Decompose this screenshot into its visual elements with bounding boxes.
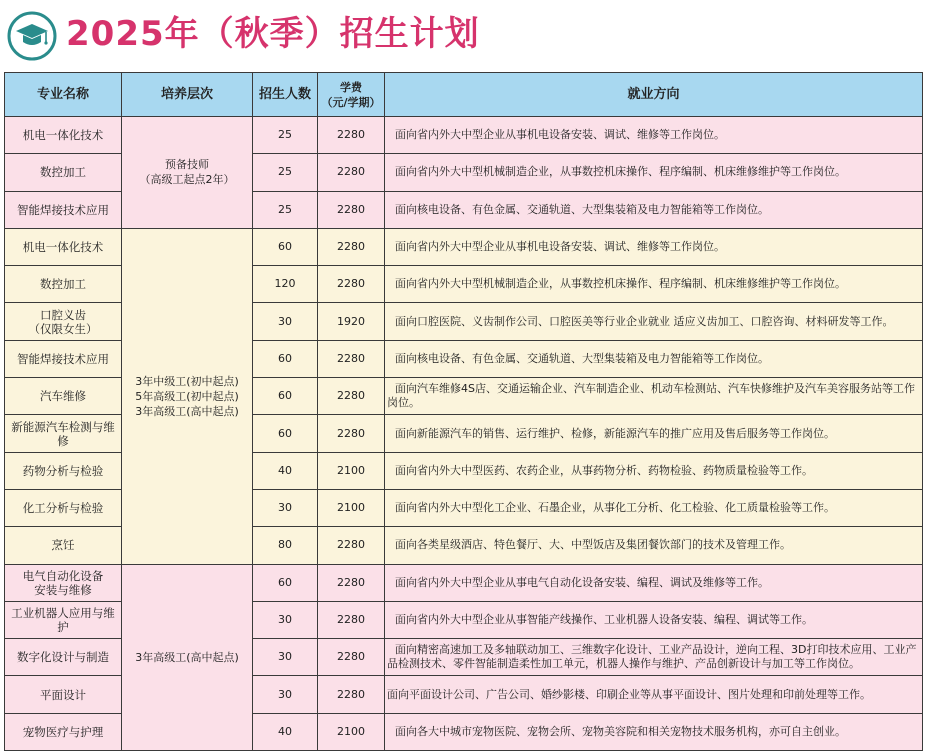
major-name-line: 数控加工 xyxy=(40,277,86,292)
training-level-cell xyxy=(122,117,253,229)
fee-cell: 2280 xyxy=(318,340,385,377)
career-direction-line: 面向精密高速加工及多轴联动加工、三维数字化设计、工业产品设计，逆向工程、3D打印技术应用、工业产 xyxy=(395,643,917,657)
enrollment-cell: 25 xyxy=(253,191,318,228)
training-level-line: 3年高级工(高中起点) xyxy=(135,650,239,664)
career-direction-line: 面向各大中城市宠物医院、宠物会所、宠物美容院和相关宠物技术服务机构，亦可自主创业。 xyxy=(395,724,846,738)
fee-cell: 2280 xyxy=(318,191,385,228)
training-level-cell xyxy=(122,564,253,750)
enrollment-cell: 60 xyxy=(253,340,318,377)
major-cell xyxy=(5,564,122,601)
major-cell xyxy=(5,117,122,154)
major-name-line: 工业机器人应用与维护 xyxy=(11,606,115,634)
major-cell xyxy=(5,303,122,340)
major-name-line: 平面设计 xyxy=(40,687,86,702)
fee-cell: 2280 xyxy=(318,564,385,601)
fee-cell: 2100 xyxy=(318,452,385,489)
career-direction-cell xyxy=(385,527,923,564)
fee-cell: 2280 xyxy=(318,639,385,676)
major-name-line: 宠物医疗与护理 xyxy=(22,724,104,739)
column-header-career: 就业方向 xyxy=(385,73,923,117)
career-direction-line: 品检测技术、零件智能制造柔性加工单元，机器人操作与维护、产品创新设计与加工等工作岗位。 xyxy=(387,657,860,671)
major-cell xyxy=(5,676,122,713)
major-name-line: 化工分析与检验 xyxy=(22,501,104,516)
fee-cell: 1920 xyxy=(318,303,385,340)
table-row xyxy=(5,228,923,265)
enrollment-cell: 25 xyxy=(253,117,318,154)
fee-cell: 2280 xyxy=(318,676,385,713)
career-direction-line: 面向省内外大中型企业从事机电设备安装、调试、维修等工作岗位。 xyxy=(395,240,725,254)
enrollment-cell: 60 xyxy=(253,415,318,452)
major-name-line: 汽车维修 xyxy=(40,389,86,404)
major-name-line: 智能焊接技术应用 xyxy=(17,351,109,366)
column-header-enrollment: 招生人数 xyxy=(253,73,318,117)
fee-cell: 2280 xyxy=(318,415,385,452)
page-header xyxy=(0,0,926,68)
enrollment-cell: 40 xyxy=(253,452,318,489)
career-direction-line: 面向省内外大中型机械制造企业，从事数控机床操作、程序编制、机床维修维护等工作岗位。 xyxy=(395,165,846,179)
career-direction-cell xyxy=(385,601,923,638)
fee-cell: 2280 xyxy=(318,228,385,265)
career-direction-cell xyxy=(385,564,923,601)
major-cell xyxy=(5,489,122,526)
major-cell xyxy=(5,228,122,265)
career-direction-cell xyxy=(385,489,923,526)
enrollment-cell: 60 xyxy=(253,378,318,415)
career-direction-cell xyxy=(385,266,923,303)
major-name-line: 电气自动化设备 xyxy=(22,568,104,583)
fee-header-line1: 学费 xyxy=(340,80,362,94)
career-direction-line: 面向核电设备、有色金属、交通轨道、大型集装箱及电力智能箱等工作岗位。 xyxy=(395,202,769,216)
career-direction-cell xyxy=(385,117,923,154)
career-direction-line: 面向省内外大中型化工企业、石墨企业，从事化工分析、化工检验、化工质量检验等工作。 xyxy=(395,501,835,515)
fee-cell: 2280 xyxy=(318,601,385,638)
major-name-line: 药物分析与检验 xyxy=(22,463,104,478)
career-direction-cell xyxy=(385,191,923,228)
training-level-line: 3年中级工(初中起点) xyxy=(135,374,239,388)
career-direction-line: 面向省内外大中型机械制造企业，从事数控机床操作、程序编制、机床维修维护等工作岗位。 xyxy=(395,277,846,291)
major-cell xyxy=(5,191,122,228)
career-direction-cell xyxy=(385,639,923,676)
major-name-line: 新能源汽车检测与维修 xyxy=(11,419,115,448)
major-cell xyxy=(5,266,122,303)
table-row xyxy=(5,117,923,154)
enrollment-cell: 40 xyxy=(253,713,318,750)
enrollment-cell: 30 xyxy=(253,676,318,713)
career-direction-line: 面向核电设备、有色金属、交通轨道、大型集装箱及电力智能箱等工作岗位。 xyxy=(395,351,769,365)
enrollment-cell: 30 xyxy=(253,303,318,340)
graduation-cap-icon xyxy=(6,10,58,62)
column-header-fee xyxy=(318,73,385,117)
fee-header-line2: （元/学期） xyxy=(321,95,381,109)
career-direction-cell xyxy=(385,228,923,265)
major-name-line: 烹饪 xyxy=(51,538,75,553)
career-direction-cell xyxy=(385,340,923,377)
training-level-cell xyxy=(122,228,253,564)
training-level-line: 3年高级工(高中起点) xyxy=(135,404,239,418)
career-direction-line: 面向平面设计公司、广告公司、婚纱影楼、印刷企业等从事平面设计、图片处理和印前处理等工作。 xyxy=(387,687,871,701)
major-name-line: 机电一体化技术 xyxy=(22,240,104,255)
column-header-major: 专业名称 xyxy=(5,73,122,117)
major-name-line: （仅限女生） xyxy=(28,321,98,336)
major-name-line: 数字化设计与制造 xyxy=(17,650,109,665)
enrollment-cell: 30 xyxy=(253,601,318,638)
enrollment-cell: 30 xyxy=(253,489,318,526)
enrollment-cell: 60 xyxy=(253,228,318,265)
table-header-row xyxy=(5,73,923,117)
career-direction-line: 面向省内外大中型企业从事智能产线操作、工业机器人设备安装、编程、调试等工作。 xyxy=(395,613,813,626)
major-cell xyxy=(5,415,122,452)
major-cell xyxy=(5,154,122,191)
career-direction-line: 面向省内外大中型医药、农药企业，从事药物分析、药物检验、药物质量检验等工作。 xyxy=(395,463,813,477)
fee-cell: 2100 xyxy=(318,713,385,750)
career-direction-cell xyxy=(385,154,923,191)
fee-cell: 2280 xyxy=(318,266,385,303)
training-level-line: 预备技师 xyxy=(165,158,209,172)
enrollment-cell: 80 xyxy=(253,527,318,564)
career-direction-line: 面向省内外大中型企业从事电气自动化设备安装、编程、调试及维修等工作。 xyxy=(395,575,769,589)
major-name-line: 机电一体化技术 xyxy=(22,128,104,143)
major-cell xyxy=(5,340,122,377)
enrollment-cell: 25 xyxy=(253,154,318,191)
major-cell xyxy=(5,601,122,638)
enrollment-table xyxy=(4,72,923,751)
career-direction-cell xyxy=(385,676,923,713)
career-direction-line: 岗位。 xyxy=(387,396,420,410)
page-title: 2025年（秋季）招生计划 xyxy=(66,14,480,54)
training-level-line: 5年高级工(初中起点) xyxy=(135,389,239,403)
major-name-line: 数控加工 xyxy=(40,165,86,180)
table-row xyxy=(5,564,923,601)
fee-cell: 2280 xyxy=(318,154,385,191)
fee-cell: 2280 xyxy=(318,527,385,564)
table-body xyxy=(5,117,923,751)
career-direction-line: 面向新能源汽车的销售、运行维护、检修，新能源汽车的推广应用及售后服务等工作岗位。 xyxy=(395,426,835,440)
major-cell xyxy=(5,452,122,489)
major-cell xyxy=(5,713,122,750)
fee-cell: 2280 xyxy=(318,117,385,154)
fee-cell: 2100 xyxy=(318,489,385,526)
career-direction-cell xyxy=(385,303,923,340)
enrollment-cell: 120 xyxy=(253,266,318,303)
fee-cell: 2280 xyxy=(318,378,385,415)
career-direction-cell xyxy=(385,452,923,489)
major-cell xyxy=(5,378,122,415)
major-name-line: 口腔义齿 xyxy=(40,307,86,322)
column-header-level: 培养层次 xyxy=(122,73,253,117)
career-direction-cell xyxy=(385,378,923,415)
career-direction-line: 面向省内外大中型企业从事机电设备安装、调试、维修等工作岗位。 xyxy=(395,128,725,142)
enrollment-cell: 60 xyxy=(253,564,318,601)
career-direction-line: 面向各类星级酒店、特色餐厅、大、中型饭店及集团餐饮部门的技术及管理工作。 xyxy=(395,538,791,552)
career-direction-line: 面向口腔医院、义齿制作公司、口腔医美等行业企业就业 适应义齿加工、口腔咨询、材料研发等工作。 xyxy=(395,314,894,328)
major-cell xyxy=(5,527,122,564)
training-level-line: （高级工起点2年） xyxy=(139,173,235,187)
enrollment-cell: 30 xyxy=(253,639,318,676)
career-direction-cell xyxy=(385,713,923,750)
career-direction-line: 面向汽车维修4S店、交通运输企业、汽车制造企业、机动车检测站、汽车快修维护及汽车美容服务站等工作 xyxy=(395,382,915,396)
major-name-line: 安装与维修 xyxy=(34,582,92,597)
major-cell xyxy=(5,639,122,676)
career-direction-cell xyxy=(385,415,923,452)
major-name-line: 智能焊接技术应用 xyxy=(17,202,109,217)
